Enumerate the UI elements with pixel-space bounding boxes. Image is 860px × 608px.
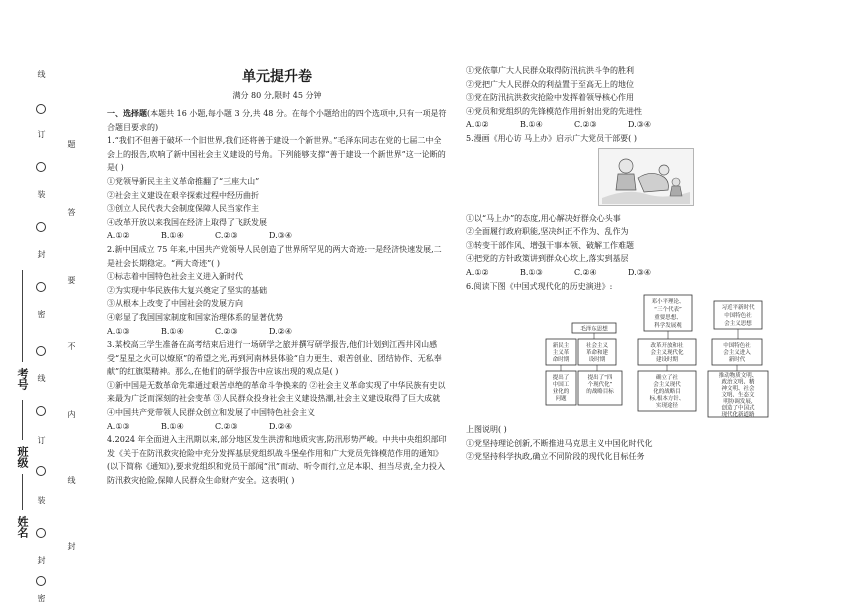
seal-char: 密 <box>37 594 46 603</box>
option-c[interactable]: C.②④ <box>574 267 597 277</box>
achievement-line: 问题 <box>555 396 567 403</box>
theory-xi-line: 中国特色社 <box>724 313 752 320</box>
cartoon-illustration <box>598 148 694 206</box>
stage-line: 新民主 <box>552 343 570 350</box>
theory-deng-line: “三个代表” <box>654 307 682 314</box>
q3-items: ①新中国是无数革命先辈通过艰苦卓绝的革命斗争换来的 ②社会主义革命实现了中华民族有史以来最为广泛而深刻的社会变革 ③人民群众投身社会主义建设热潮,社会主义建设取得了巨大成就 ④中国共产党带领人民群众创立和发展了中国特色社会主义 <box>107 380 446 418</box>
theory-deng-line: 科学发展观 <box>654 323 682 330</box>
q2-item: ④彰显了我国国家制度和国家治理体系的显著优势 <box>107 312 283 322</box>
option-d[interactable]: D.②④ <box>269 326 293 336</box>
q2-item: ②为实现中华民族伟大复兴奠定了坚实的基础 <box>107 285 267 295</box>
q2-item: ①标志着中国特色社会主义进入新时代 <box>107 272 243 282</box>
stage-line: 会主义进入 <box>723 350 751 357</box>
option-a[interactable]: A.①③ <box>107 326 130 336</box>
section-instructions: (本题共 16 小题,每小题 3 分,共 48 分。在每个小题给出的四个选项中,只有一项是符合题目要求的) <box>107 109 447 132</box>
stage-line: 中国特色社 <box>723 343 751 350</box>
option-b[interactable]: B.①④ <box>161 231 184 241</box>
achievement-line: 确立了社 <box>655 375 679 382</box>
q5-item: ③转变干部作风、增强干事本领、破解工作难题 <box>466 240 634 250</box>
class-label: 班级 <box>16 446 29 468</box>
q5-item: ①以“马上办”的态度,用心解决好群众心头事 <box>466 213 621 223</box>
q4-item: ②党把广大人民群众的利益置于至高无上的地位 <box>466 79 634 89</box>
stage-line: 社会主义 <box>585 343 609 350</box>
option-b[interactable]: B.①④ <box>161 326 184 336</box>
q4-item: ①党依靠广大人民群众取得防汛抗洪斗争的胜利 <box>466 66 634 75</box>
q1-item: ①党领导新民主主义革命推翻了“三座大山” <box>107 176 260 186</box>
q5-item: ②全面履行政府职能,坚决纠正不作为、乱作为 <box>466 227 629 237</box>
option-c[interactable]: C.②③ <box>215 326 238 336</box>
stage-line: 会主义现代化 <box>650 350 684 357</box>
binding-hole-icon <box>36 282 46 292</box>
section-heading: 一、选择题 <box>107 108 147 118</box>
q6-item: ①党坚持理论创新,不断推进马克思主义中国化时代化 <box>466 438 653 448</box>
option-a[interactable]: A.①② <box>466 267 489 277</box>
theory-xi-line: 习近平新时代 <box>721 305 755 312</box>
exam-number-label: 考号 <box>16 368 29 390</box>
theory-deng-line: 重要思想、 <box>654 315 682 322</box>
achievement-line: 文明、生态文 <box>721 392 755 399</box>
q6-item: ②党坚持科学执政,确立不同阶段的现代化目标任务 <box>466 452 645 462</box>
option-b[interactable]: B.①③ <box>520 267 543 277</box>
achievement-line: 政治文明、精 <box>721 379 755 386</box>
q1-stem: 1.“我们不但善于破坏一个旧世界,我们还将善于建设一个新世界。”毛泽东同志在党的七届二中全会上的报告,吹响了新中国社会主义建设的号角。下列能够支撑“善于建设一个新世界”这一论断的是( ) <box>107 136 446 173</box>
q4-items <box>466 64 846 78</box>
option-a[interactable]: A.①③ <box>107 421 130 431</box>
stage-line: 革命和建 <box>585 350 609 357</box>
stage-line: 主义革 <box>552 350 570 357</box>
achievement-line: 个现代化” <box>587 382 613 389</box>
q1-item: ④改革开放以来我国在经济上取得了飞跃发展 <box>107 217 267 227</box>
binding-hole-icon <box>36 576 46 586</box>
binding-hole-icon <box>36 466 46 476</box>
option-d[interactable]: D.③④ <box>269 231 293 241</box>
left-column <box>107 68 447 486</box>
q3-options <box>107 420 447 434</box>
option-d[interactable]: D.③④ <box>628 120 652 130</box>
q3-stem: 3.某校高三学生准备在高考结束后进行一场研学之旅并撰写研学报告,他们计划到江西井冈山感受“星星之火可以燎原”的希望之光,再到河南林县体验“自力更生、艰苦创业、团结协作、无私奉献”的红旗渠精神。那么,在他们的研学报告中应该出现的观点是( ) <box>107 340 442 377</box>
option-b[interactable]: B.①④ <box>520 120 543 130</box>
q4-item: ④党员和党组织的先锋模范作用折射出党的先进性 <box>466 106 642 116</box>
binding-hole-icon <box>36 528 46 538</box>
q2-item: ③从根本上改变了中国社会的发展方向 <box>107 299 243 309</box>
option-c[interactable]: C.②③ <box>574 120 597 130</box>
q6-stem: 6.阅读下图《中国式现代化的历史演进》: <box>466 281 613 291</box>
inner-char: 题 <box>67 140 76 148</box>
inner-char: 答 <box>67 208 76 216</box>
option-d[interactable]: D.②④ <box>269 421 293 431</box>
achievement-line: 会主义现代 <box>653 382 681 389</box>
achievement-line: 创造了中国式 <box>721 405 755 412</box>
achievement-line: 化的战略目 <box>653 389 681 396</box>
option-d[interactable]: D.③④ <box>628 267 652 277</box>
achievement-line: 提出了“四 <box>587 375 613 382</box>
stage-line: 建设时期 <box>655 357 679 364</box>
q5-item: ④把党的方针政策讲到群众心坎上,落实到基层 <box>466 254 629 264</box>
achievement-line: 的战略目标 <box>586 389 614 396</box>
inner-char: 内 <box>67 410 76 418</box>
seal-char: 密 <box>37 310 46 319</box>
q4-stem: 4.2024 年全面进入主汛期以来,部分地区发生洪涝和地质灾害,防汛形势严峻。中共中央组织部印发《关于在防汛救灾抢险中充分发挥基层党组织战斗堡垒作用和广大党员先锋模范作用的通知》(以下简称《通知》),要求党组织和党员干部闻“汛”而动、听令而行,立足本职、担当尽责,全力投入防汛救灾抢险,保障人民群众生命财产安全。这表明( ) <box>107 435 447 486</box>
name-label: 姓名 <box>16 516 29 538</box>
achievement-line: 中国工 <box>552 382 570 389</box>
binding-hole-icon <box>36 162 46 172</box>
q5-stem: 5.漫画《用心访 马上办》启示广大党员干部要( ) <box>466 133 637 143</box>
inner-char: 要 <box>67 276 76 284</box>
q6-question: 上图说明( ) <box>466 425 507 435</box>
q2-options <box>107 325 447 339</box>
theory-deng-line: 邓小平理论、 <box>651 299 685 306</box>
seal-char: 订 <box>37 436 46 445</box>
stage-line: 设时期 <box>588 357 606 364</box>
achievement-line: 明协调发展, <box>723 399 753 406</box>
page-title: 单元提升卷 <box>242 69 312 85</box>
stage-line: 命时期 <box>552 357 570 364</box>
q4-item: ③党在防汛抗洪救灾抢险中发挥着领导核心作用 <box>466 93 634 103</box>
binding-hole-icon <box>36 222 46 232</box>
theory-xi-line: 会主义思想 <box>724 321 752 328</box>
seal-char: 封 <box>37 556 46 565</box>
inner-char: 不 <box>67 342 76 350</box>
right-column <box>466 68 846 464</box>
name-field[interactable] <box>22 474 23 510</box>
option-a[interactable]: A.①② <box>466 120 489 130</box>
achievement-line: 现代化新道路 <box>721 412 755 419</box>
inner-char: 线 <box>67 476 76 484</box>
seal-char: 封 <box>37 250 46 259</box>
exam-meta: 满分 80 分,限时 45 分钟 <box>232 91 322 100</box>
option-b[interactable]: B.①④ <box>161 421 184 431</box>
section-intro <box>107 107 447 134</box>
q1-item: ②社会主义建设在艰辛探索过程中经历曲折 <box>107 190 259 200</box>
seal-char: 装 <box>37 190 46 199</box>
inner-char: 封 <box>67 542 76 550</box>
stage-line: 新时代 <box>728 357 746 364</box>
achievement-line: 提出了 <box>552 375 570 382</box>
q1-item: ③创立人民代表大会制度保障人民当家作主 <box>107 204 259 214</box>
seal-char: 订 <box>37 130 46 139</box>
seal-char: 装 <box>37 496 46 505</box>
option-a[interactable]: A.①② <box>107 231 130 241</box>
q5-options <box>466 266 846 280</box>
option-c[interactable]: C.②③ <box>215 421 238 431</box>
achievement-line: 推动物质文明、 <box>718 373 758 380</box>
class-field[interactable] <box>22 400 23 440</box>
binding-hole-icon <box>36 104 46 114</box>
achievement-line: 实现途径 <box>655 403 679 410</box>
achievement-line: 神文明、社会 <box>721 386 755 393</box>
stage-line: 改革开放和社 <box>650 343 684 350</box>
seal-char: 线 <box>37 374 46 383</box>
modernization-diagram <box>546 293 846 417</box>
theory-mao: 毛泽东思想 <box>580 326 608 333</box>
q1-options <box>107 229 447 243</box>
exam-number-field[interactable] <box>22 270 23 362</box>
seal-char: 线 <box>37 70 46 79</box>
q2-stem: 2.新中国成立 75 年来,中国共产党领导人民创造了世界所罕见的两大奇迹:一是经济快速发展,二是社会长期稳定。“两大奇迹”( ) <box>107 244 442 268</box>
binding-hole-icon <box>36 346 46 356</box>
binding-margin <box>0 0 92 608</box>
binding-hole-icon <box>36 406 46 416</box>
option-c[interactable]: C.②③ <box>215 231 238 241</box>
q4-options <box>466 118 846 132</box>
achievement-line: 标,根本方针、 <box>649 396 685 403</box>
achievement-line: 业化的 <box>552 389 570 396</box>
